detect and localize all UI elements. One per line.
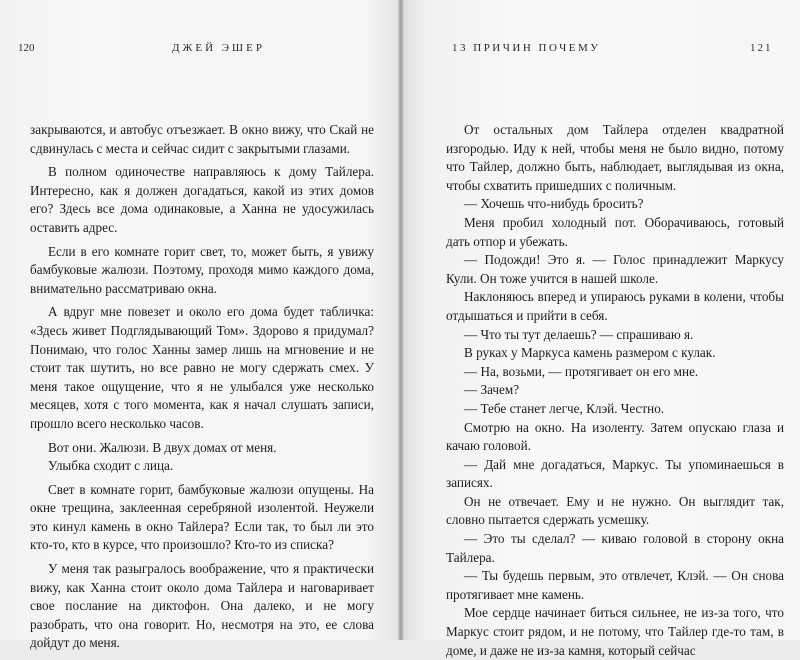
running-head-title: 13 ПРИЧИН ПОЧЕМУ	[452, 42, 601, 54]
paragraph: Мое сердце начинает биться сильнее, не из-за того, что Маркус стоит рядом, и не потому, что Тайлер где-то там, в доме, и даже не из-за камня, который сейчас	[446, 605, 784, 658]
paragraph: закрываются, и автобус отъезжает. В окно вижу, что Скай не сдвинулась с места и сейчас сидит с закрытыми глазами.	[30, 122, 374, 156]
page-number: 120	[18, 42, 35, 54]
paragraph: — Ты будешь первым, это отвлечет, Клэй. — Он снова протягивает мне камень.	[446, 568, 784, 602]
paragraph: У меня так разыгралось воображение, что я практически вижу, как Ханна стоит около дома Тайлера и наговаривает свое послание на диктофон. Она далеко, и не могу разобрать, что она говорит. Но, несмотря на это, ее слова дойдут до меня.	[30, 561, 374, 651]
paragraph: Вот они. Жалюзи. В двух домах от меня.	[48, 439, 277, 455]
paragraph: — На, возьми, — протягивает он его мне.	[464, 363, 699, 379]
paragraph: От остальных дом Тайлера отделен квадратной изгородью. Иду к ней, чтобы меня не было видно, потому что Тайлер, должно быть, наблюдает, выглядывая из окна, чтобы схватить пришедших с поличным.	[446, 122, 784, 193]
paragraph: Свет в комнате горит, бамбуковые жалюзи опущены. На окне трещина, заклеенная серебряной изолентой. Неужели это кинул камень в окно Тайлера? Если так, то был ли это кто-то, кто в курсе, что произошло? Кто-то из списка?	[30, 481, 374, 553]
paragraph: — Что ты тут делаешь? — спрашиваю я.	[464, 326, 694, 342]
running-head-author: ДЖЕЙ ЭШЕР	[172, 42, 265, 54]
paragraph: — Хочешь что-нибудь бросить?	[464, 196, 644, 212]
paragraph: В полном одиночестве направляюсь к дому Тайлера. Интересно, как я должен догадаться, какой из этих домов его? Здесь все дома одинаковые, а Ханна не удосужилась оставить адрес.	[30, 164, 374, 235]
right-page-text	[446, 121, 784, 660]
paragraph: А вдруг мне повезет и около его дома будет табличка: «Здесь живет Подглядывающий Том». Здорово я придумал? Понимаю, что голос Ханны замер лишь на мгновение и не стоит так шутить, но все равно не могу сдержать смех. У меня такое ощущение, что я не улыбался уже несколько месяцев, хотя с того момента, как я начал слушать записи, прошло всего несколько часов.	[30, 304, 374, 431]
left-page-text	[30, 121, 374, 653]
paragraph: Он не отвечает. Ему и не нужно. Он выглядит так, словно пытается сдержать усмешку.	[446, 493, 784, 528]
right-page	[400, 0, 800, 658]
paragraph: Улыбка сходит с лица.	[48, 458, 174, 474]
paragraph: Смотрю на окно. На изоленту. Затем опускаю глаза и качаю головой.	[446, 419, 784, 454]
book-gutter	[398, 0, 404, 640]
left-page	[0, 0, 400, 651]
paragraph: — Это ты сделал? — киваю головой в сторону окна Тайлера.	[446, 531, 784, 565]
paragraph: Наклоняюсь вперед и упираюсь руками в колени, чтобы отдышаться и прийти в себя.	[446, 289, 784, 323]
paragraph: — Дай мне догадаться, Маркус. Ты упоминаешься в записях.	[446, 456, 784, 491]
paragraph: Меня пробил холодный пот. Оборачиваюсь, готовый дать отпор и убежать.	[446, 214, 784, 249]
paragraph: — Подожди! Это я. — Голос принадлежит Маркусу Кули. Он тоже учится в нашей школе.	[446, 252, 784, 286]
page-number: 121	[750, 42, 773, 54]
paragraph: Если в его комнате горит свет, то, может быть, я увижу бамбуковые жалюзи. Поэтому, проходя мимо каждого дома, внимательно рассматриваю окна.	[30, 243, 374, 296]
paragraph: В руках у Маркуса камень размером с кулак.	[464, 345, 716, 361]
paragraph: — Тебе станет легче, Клэй. Честно.	[464, 400, 665, 416]
paragraph: — Зачем?	[464, 382, 520, 398]
